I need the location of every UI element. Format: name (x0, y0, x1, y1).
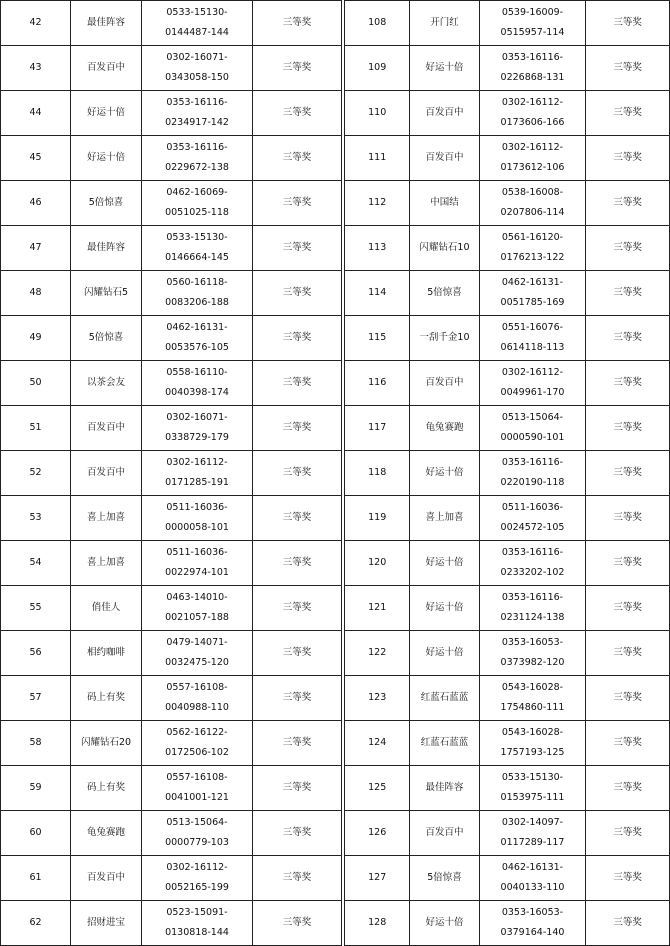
ticket-code-cell (479, 361, 586, 406)
prize-level-cell: 三等奖 (253, 91, 342, 136)
prize-level-cell: 三等奖 (253, 631, 342, 676)
ticket-code-line: 0462-16131- (501, 862, 564, 873)
ticket-code-cell (479, 181, 586, 226)
ticket-code-cell (142, 1, 253, 46)
ticket-code-line: 0041001-121 (165, 792, 229, 803)
ticket-code-line: 0353-16116- (501, 52, 564, 63)
ticket-name-cell: 中国结 (410, 181, 479, 226)
ticket-code-line: 0051025-118 (165, 207, 229, 218)
ticket-code-line: 0231124-138 (500, 612, 565, 623)
ticket-code-line: 0343058-150 (165, 72, 229, 83)
ticket-code-line: 0302-14097- (501, 817, 564, 828)
table-row (1, 271, 342, 316)
ticket-name-cell: 红蓝石蓝蓝 (410, 721, 479, 766)
ticket-name-cell: 龟兔赛跑 (410, 406, 479, 451)
winners-table-right (344, 0, 670, 946)
serial-number-cell: 55 (1, 586, 71, 631)
table-row (1, 46, 342, 91)
serial-number-cell: 48 (1, 271, 71, 316)
ticket-code-line: 0144487-144 (165, 27, 229, 38)
table-row (1, 1, 342, 46)
prize-level-cell: 三等奖 (586, 406, 670, 451)
ticket-name-cell: 闪耀钻石5 (71, 271, 142, 316)
table-row (1, 226, 342, 271)
ticket-code-line: 0463-14010- (166, 592, 228, 603)
prize-level-cell: 三等奖 (586, 316, 670, 361)
table-row (345, 226, 670, 271)
ticket-name-cell: 5倍惊喜 (410, 856, 479, 901)
prize-level-cell: 三等奖 (253, 226, 342, 271)
table-row (345, 316, 670, 361)
ticket-code-cell (479, 451, 586, 496)
table-row (345, 676, 670, 721)
serial-number-cell: 128 (345, 901, 410, 946)
serial-number-cell: 114 (345, 271, 410, 316)
ticket-name-cell: 好运十倍 (410, 901, 479, 946)
ticket-code-cell (142, 226, 253, 271)
ticket-code-line: 0229672-138 (165, 162, 229, 173)
ticket-code-line: 0302-16112- (166, 457, 228, 468)
ticket-name-cell: 好运十倍 (71, 91, 142, 136)
ticket-name-cell: 码上有奖 (71, 676, 142, 721)
table-row (1, 406, 342, 451)
ticket-code-cell (142, 271, 253, 316)
serial-number-cell: 52 (1, 451, 71, 496)
ticket-code-line: 0171285-191 (165, 477, 229, 488)
table-row (345, 631, 670, 676)
prize-level-cell: 三等奖 (253, 856, 342, 901)
ticket-code-line: 0561-16120- (501, 232, 564, 243)
ticket-code-line: 0353-16053- (501, 907, 564, 918)
prize-level-cell: 三等奖 (586, 451, 670, 496)
prize-level-cell: 三等奖 (586, 586, 670, 631)
ticket-code-line: 0024572-105 (500, 522, 565, 533)
ticket-code-line: 0173612-106 (500, 162, 565, 173)
ticket-code-cell (479, 901, 586, 946)
ticket-code-line: 0557-16108- (166, 682, 228, 693)
ticket-code-line: 0533-15130- (501, 772, 564, 783)
ticket-name-cell: 5倍惊喜 (410, 271, 479, 316)
winners-table-left-body (1, 1, 342, 946)
serial-number-cell: 123 (345, 676, 410, 721)
serial-number-cell: 112 (345, 181, 410, 226)
prize-level-cell: 三等奖 (586, 361, 670, 406)
table-row (1, 541, 342, 586)
table-row (1, 316, 342, 361)
ticket-code-line: 0353-16116- (166, 97, 228, 108)
ticket-code-cell (479, 1, 586, 46)
prize-level-cell: 三等奖 (586, 136, 670, 181)
table-row (1, 766, 342, 811)
ticket-name-cell: 好运十倍 (410, 541, 479, 586)
serial-number-cell: 62 (1, 901, 71, 946)
ticket-code-cell (142, 901, 253, 946)
ticket-code-line: 0379164-140 (500, 927, 565, 938)
ticket-code-line: 0083206-188 (165, 297, 229, 308)
serial-number-cell: 121 (345, 586, 410, 631)
ticket-name-cell: 喜上加喜 (71, 541, 142, 586)
table-row (345, 766, 670, 811)
ticket-code-line: 0040398-174 (165, 387, 229, 398)
ticket-code-line: 0022974-101 (165, 567, 229, 578)
table-row (1, 586, 342, 631)
prize-level-cell: 三等奖 (586, 766, 670, 811)
ticket-code-line: 0302-16071- (166, 412, 228, 423)
ticket-code-line: 0207806-114 (500, 207, 565, 218)
prize-level-cell: 三等奖 (586, 811, 670, 856)
serial-number-cell: 109 (345, 46, 410, 91)
ticket-code-line: 0513-15064- (166, 817, 228, 828)
table-row (345, 721, 670, 766)
prize-level-cell: 三等奖 (253, 541, 342, 586)
ticket-code-line: 0462-16131- (166, 322, 228, 333)
ticket-code-line: 0353-16053- (501, 637, 564, 648)
ticket-code-cell (479, 406, 586, 451)
table-row (1, 721, 342, 766)
ticket-code-line: 0146664-145 (165, 252, 229, 263)
table-row (345, 91, 670, 136)
ticket-code-line: 0302-16112- (166, 862, 228, 873)
ticket-code-cell (142, 856, 253, 901)
ticket-code-line: 0462-16069- (166, 187, 228, 198)
serial-number-cell: 56 (1, 631, 71, 676)
prize-level-cell: 三等奖 (586, 631, 670, 676)
ticket-code-cell (142, 361, 253, 406)
serial-number-cell: 59 (1, 766, 71, 811)
ticket-code-line: 0000779-103 (165, 837, 229, 848)
ticket-code-cell (142, 721, 253, 766)
prize-level-cell: 三等奖 (253, 181, 342, 226)
ticket-name-cell: 百发百中 (71, 856, 142, 901)
serial-number-cell: 124 (345, 721, 410, 766)
ticket-name-cell: 闪耀钻石20 (71, 721, 142, 766)
ticket-code-line: 0511-16036- (501, 502, 564, 513)
ticket-code-line: 0176213-122 (500, 252, 565, 263)
table-row (1, 901, 342, 946)
ticket-code-line: 0130818-144 (165, 927, 229, 938)
ticket-name-cell: 百发百中 (410, 91, 479, 136)
ticket-code-cell (479, 136, 586, 181)
ticket-name-cell: 喜上加喜 (71, 496, 142, 541)
ticket-code-line: 0049961-170 (500, 387, 565, 398)
prize-level-cell: 三等奖 (253, 766, 342, 811)
prize-level-cell: 三等奖 (253, 316, 342, 361)
ticket-code-cell (142, 406, 253, 451)
prize-level-cell: 三等奖 (586, 1, 670, 46)
ticket-code-cell (142, 766, 253, 811)
ticket-code-line: 0353-16116- (501, 457, 564, 468)
ticket-code-cell (479, 226, 586, 271)
ticket-code-line: 0515957-114 (500, 27, 565, 38)
ticket-code-line: 0173606-166 (500, 117, 565, 128)
ticket-name-cell: 好运十倍 (410, 451, 479, 496)
serial-number-cell: 51 (1, 406, 71, 451)
serial-number-cell: 60 (1, 811, 71, 856)
ticket-code-line: 0543-16028- (501, 682, 564, 693)
serial-number-cell: 110 (345, 91, 410, 136)
ticket-name-cell: 龟兔赛跑 (71, 811, 142, 856)
table-row (1, 181, 342, 226)
ticket-code-cell (142, 541, 253, 586)
ticket-code-line: 0172506-102 (165, 747, 229, 758)
ticket-code-line: 0353-16116- (501, 547, 564, 558)
prize-level-cell: 三等奖 (253, 676, 342, 721)
table-row (345, 46, 670, 91)
ticket-code-cell (142, 811, 253, 856)
serial-number-cell: 43 (1, 46, 71, 91)
serial-number-cell: 119 (345, 496, 410, 541)
ticket-code-cell (479, 316, 586, 361)
serial-number-cell: 117 (345, 406, 410, 451)
ticket-code-cell (479, 541, 586, 586)
ticket-code-line: 0302-16112- (501, 142, 564, 153)
prize-level-cell: 三等奖 (586, 901, 670, 946)
serial-number-cell: 58 (1, 721, 71, 766)
table-row (1, 496, 342, 541)
ticket-code-cell (142, 181, 253, 226)
table-row (1, 811, 342, 856)
ticket-code-line: 0032475-120 (165, 657, 229, 668)
prize-level-cell: 三等奖 (586, 676, 670, 721)
prize-level-cell: 三等奖 (253, 496, 342, 541)
serial-number-cell: 47 (1, 226, 71, 271)
ticket-code-line: 0220190-118 (500, 477, 565, 488)
ticket-code-cell (479, 811, 586, 856)
ticket-name-cell: 相约咖啡 (71, 631, 142, 676)
ticket-code-cell (142, 316, 253, 361)
serial-number-cell: 44 (1, 91, 71, 136)
ticket-code-line: 0234917-142 (165, 117, 229, 128)
table-row (1, 136, 342, 181)
ticket-name-cell: 闪耀钻石10 (410, 226, 479, 271)
ticket-code-line: 0226868-131 (500, 72, 565, 83)
ticket-name-cell: 好运十倍 (410, 586, 479, 631)
ticket-code-line: 0614118-113 (500, 342, 565, 353)
ticket-code-line: 1757193-125 (500, 747, 565, 758)
ticket-code-line: 0053576-105 (165, 342, 229, 353)
ticket-code-line: 0551-16076- (501, 322, 564, 333)
ticket-code-line: 0539-16009- (501, 7, 564, 18)
ticket-code-cell (479, 271, 586, 316)
ticket-code-line: 0021057-188 (165, 612, 229, 623)
ticket-name-cell: 好运十倍 (410, 631, 479, 676)
table-row (1, 676, 342, 721)
ticket-code-line: 0513-15064- (501, 412, 564, 423)
ticket-code-cell (142, 676, 253, 721)
ticket-name-cell: 百发百中 (410, 136, 479, 181)
prize-level-cell: 三等奖 (586, 46, 670, 91)
serial-number-cell: 49 (1, 316, 71, 361)
serial-number-cell: 127 (345, 856, 410, 901)
ticket-code-line: 0302-16071- (166, 52, 228, 63)
ticket-name-cell: 好运十倍 (71, 136, 142, 181)
ticket-code-line: 0233202-102 (500, 567, 565, 578)
serial-number-cell: 57 (1, 676, 71, 721)
ticket-code-line: 0543-16028- (501, 727, 564, 738)
prize-level-cell: 三等奖 (253, 136, 342, 181)
ticket-code-cell (142, 46, 253, 91)
ticket-code-cell (479, 91, 586, 136)
serial-number-cell: 122 (345, 631, 410, 676)
ticket-name-cell: 喜上加喜 (410, 496, 479, 541)
ticket-name-cell: 百发百中 (71, 451, 142, 496)
serial-number-cell: 118 (345, 451, 410, 496)
ticket-code-line: 0052165-199 (165, 882, 229, 893)
ticket-code-line: 0373982-120 (500, 657, 565, 668)
prize-level-cell: 三等奖 (586, 856, 670, 901)
ticket-code-line: 0533-15130- (166, 232, 228, 243)
ticket-name-cell: 俏佳人 (71, 586, 142, 631)
table-row (345, 856, 670, 901)
serial-number-cell: 120 (345, 541, 410, 586)
prize-level-cell: 三等奖 (253, 46, 342, 91)
serial-number-cell: 111 (345, 136, 410, 181)
serial-number-cell: 125 (345, 766, 410, 811)
ticket-code-line: 0117289-117 (500, 837, 565, 848)
prize-level-cell: 三等奖 (253, 361, 342, 406)
serial-number-cell: 108 (345, 1, 410, 46)
ticket-name-cell: 一刮千金10 (410, 316, 479, 361)
serial-number-cell: 113 (345, 226, 410, 271)
ticket-code-line: 0523-15091- (166, 907, 228, 918)
ticket-code-cell (479, 721, 586, 766)
table-row (345, 811, 670, 856)
ticket-name-cell: 5倍惊喜 (71, 181, 142, 226)
table-row (345, 586, 670, 631)
ticket-name-cell: 5倍惊喜 (71, 316, 142, 361)
ticket-code-cell (142, 91, 253, 136)
ticket-code-line: 0533-15130- (166, 7, 228, 18)
ticket-name-cell: 最佳阵容 (71, 226, 142, 271)
ticket-code-line: 0338729-179 (165, 432, 229, 443)
ticket-code-cell (479, 631, 586, 676)
prize-level-cell: 三等奖 (586, 541, 670, 586)
ticket-code-line: 0353-16116- (501, 592, 564, 603)
prize-level-cell: 三等奖 (253, 406, 342, 451)
prize-level-cell: 三等奖 (586, 721, 670, 766)
ticket-code-line: 0051785-169 (500, 297, 565, 308)
table-row (1, 631, 342, 676)
serial-number-cell: 116 (345, 361, 410, 406)
prize-level-cell: 三等奖 (586, 496, 670, 541)
prize-level-cell: 三等奖 (253, 901, 342, 946)
prize-level-cell: 三等奖 (253, 721, 342, 766)
table-row (345, 1, 670, 46)
prize-level-cell: 三等奖 (253, 451, 342, 496)
ticket-code-cell (142, 136, 253, 181)
serial-number-cell: 46 (1, 181, 71, 226)
table-row (345, 361, 670, 406)
table-row (345, 406, 670, 451)
prize-level-cell: 三等奖 (586, 271, 670, 316)
ticket-code-line: 0511-16036- (166, 502, 228, 513)
ticket-code-line: 0511-16036- (166, 547, 228, 558)
serial-number-cell: 53 (1, 496, 71, 541)
ticket-name-cell: 最佳阵容 (71, 1, 142, 46)
table-row (345, 451, 670, 496)
ticket-code-line: 0040133-110 (500, 882, 565, 893)
ticket-code-line: 0538-16008- (501, 187, 564, 198)
ticket-code-line: 0562-16122- (166, 727, 228, 738)
ticket-code-line: 0560-16118- (166, 277, 228, 288)
ticket-code-cell (142, 631, 253, 676)
ticket-code-cell (142, 496, 253, 541)
ticket-code-cell (479, 46, 586, 91)
ticket-code-line: 0000590-101 (500, 432, 565, 443)
serial-number-cell: 126 (345, 811, 410, 856)
ticket-code-cell (479, 496, 586, 541)
ticket-name-cell: 百发百中 (71, 406, 142, 451)
prize-level-cell: 三等奖 (586, 91, 670, 136)
ticket-name-cell: 好运十倍 (410, 46, 479, 91)
ticket-code-cell (479, 676, 586, 721)
table-row (345, 901, 670, 946)
prize-level-cell: 三等奖 (586, 226, 670, 271)
ticket-name-cell: 百发百中 (410, 811, 479, 856)
prize-level-cell: 三等奖 (253, 586, 342, 631)
ticket-code-line: 0479-14071- (166, 637, 228, 648)
table-row (345, 541, 670, 586)
serial-number-cell: 115 (345, 316, 410, 361)
ticket-code-line: 0558-16110- (166, 367, 228, 378)
prize-level-cell: 三等奖 (253, 1, 342, 46)
ticket-name-cell: 最佳阵容 (410, 766, 479, 811)
table-row (345, 496, 670, 541)
ticket-name-cell: 红蓝石蓝蓝 (410, 676, 479, 721)
ticket-code-cell (479, 766, 586, 811)
serial-number-cell: 54 (1, 541, 71, 586)
ticket-code-line: 0302-16112- (501, 367, 564, 378)
table-row (1, 91, 342, 136)
prize-level-cell: 三等奖 (253, 811, 342, 856)
table-row (1, 361, 342, 406)
ticket-code-line: 1754860-111 (500, 702, 565, 713)
serial-number-cell: 42 (1, 1, 71, 46)
prize-level-cell: 三等奖 (253, 271, 342, 316)
ticket-name-cell: 招财进宝 (71, 901, 142, 946)
table-row (345, 136, 670, 181)
ticket-code-cell (479, 586, 586, 631)
ticket-name-cell: 码上有奖 (71, 766, 142, 811)
ticket-name-cell: 百发百中 (71, 46, 142, 91)
ticket-code-line: 0153975-111 (500, 792, 565, 803)
ticket-name-cell: 以茶会友 (71, 361, 142, 406)
ticket-code-line: 0557-16108- (166, 772, 228, 783)
ticket-name-cell: 开门红 (410, 1, 479, 46)
ticket-code-line: 0302-16112- (501, 97, 564, 108)
winners-table-right-body (345, 1, 670, 946)
ticket-code-cell (479, 856, 586, 901)
table-row (1, 856, 342, 901)
ticket-code-line: 0000058-101 (165, 522, 229, 533)
ticket-code-line: 0353-16116- (166, 142, 228, 153)
serial-number-cell: 45 (1, 136, 71, 181)
ticket-code-cell (142, 451, 253, 496)
serial-number-cell: 50 (1, 361, 71, 406)
ticket-code-line: 0462-16131- (501, 277, 564, 288)
ticket-code-line: 0040988-110 (165, 702, 229, 713)
table-row (1, 451, 342, 496)
prize-level-cell: 三等奖 (586, 181, 670, 226)
ticket-name-cell: 百发百中 (410, 361, 479, 406)
ticket-code-cell (142, 586, 253, 631)
table-row (345, 271, 670, 316)
table-row (345, 181, 670, 226)
serial-number-cell: 61 (1, 856, 71, 901)
